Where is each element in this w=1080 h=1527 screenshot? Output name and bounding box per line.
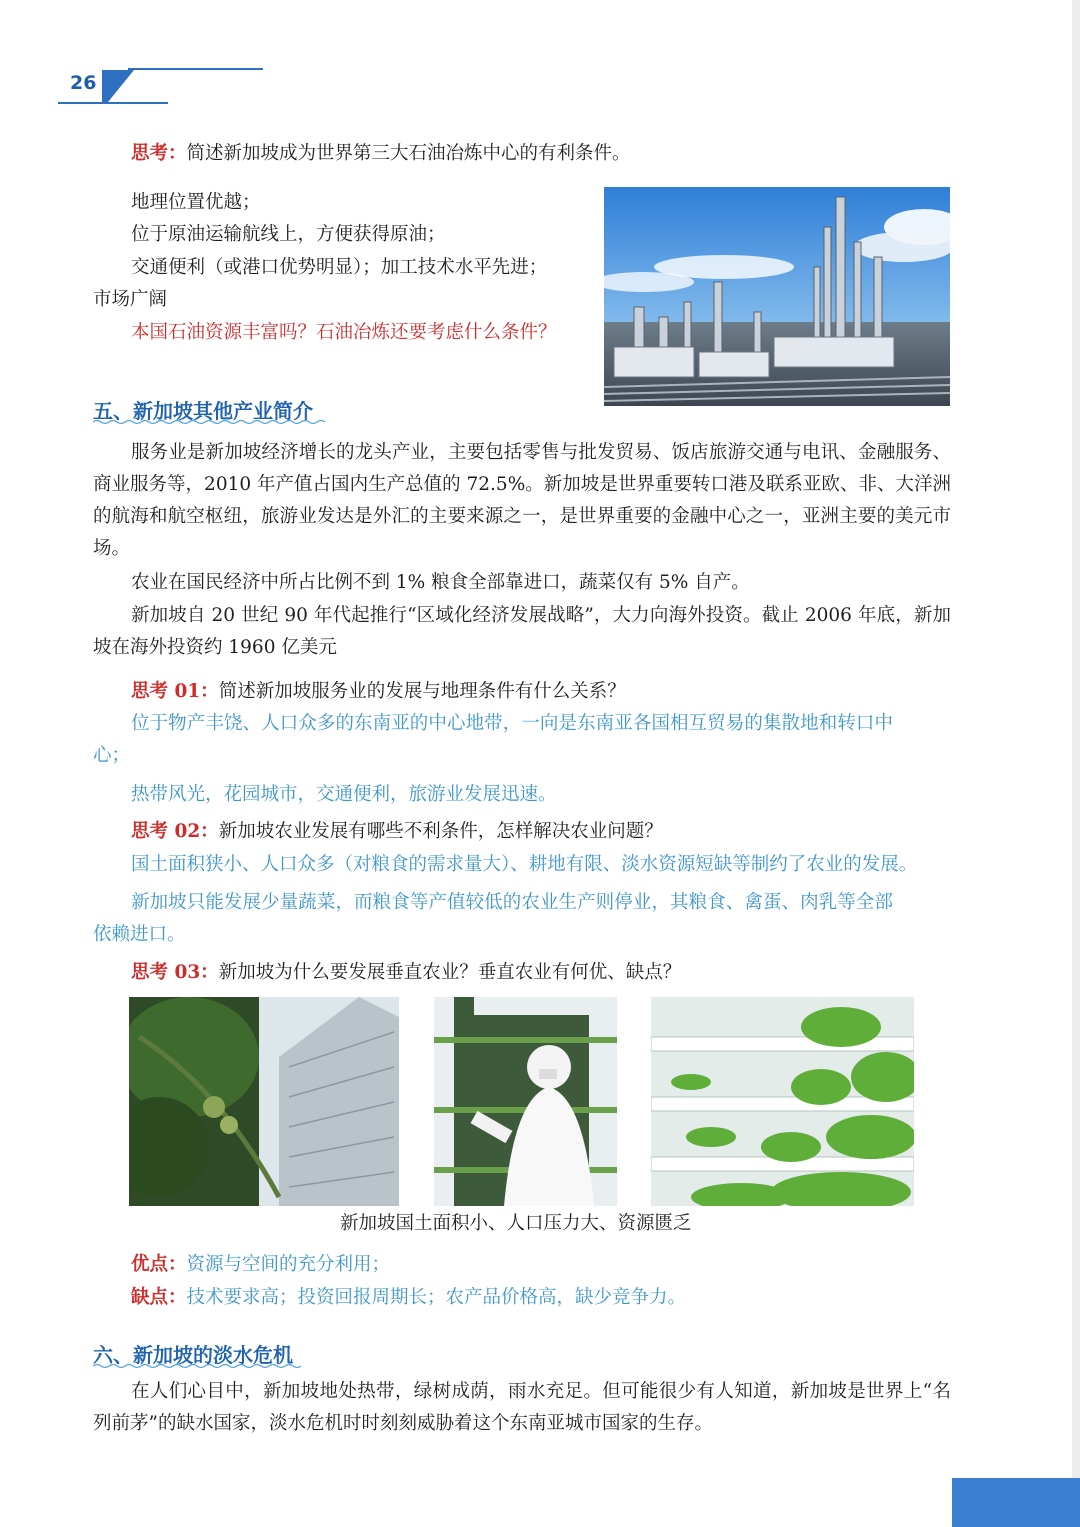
question-text: 简述新加坡成为世界第三大石油冶炼中心的有利条件。 [186, 143, 631, 164]
pros-label: 优点： [131, 1254, 187, 1275]
section-heading-text: 六、新加坡的淡水危机 [93, 1343, 293, 1367]
paragraph: 新加坡自 20 世纪 90 年代起推行“区域化经济发展战略”，大力向海外投资。截止 2006 年底，新加坡在海外投资约 1960 亿美元 [93, 605, 951, 658]
followup-question: 本国石油资源丰富吗？石油冶炼还要考虑什么条件？ [131, 322, 557, 343]
question-text: 简述新加坡服务业的发展与地理条件有什么关系？ [218, 681, 626, 702]
think-02-question [131, 816, 663, 848]
paragraph: 农业在国民经济中所占比例不到 1% 粮食全部靠进口，蔬菜仅有 5% 自产。 [131, 572, 750, 593]
photo-caption: 新加坡国土面积小、人口压力大、资源匮乏 [340, 1213, 692, 1234]
cons-line [131, 1282, 686, 1314]
pros-text: 资源与空间的充分利用； [186, 1254, 391, 1275]
cons-text: 技术要求高；投资回报周期长；农产品价格高，缺少竞争力。 [186, 1287, 687, 1308]
answer-line: 位于原油运输航线上，方便获得原油； [131, 224, 446, 245]
vertical-farm-building-photo [129, 997, 399, 1206]
pros-line [131, 1249, 390, 1281]
answer-line: 市场广阔 [93, 289, 168, 310]
section-heading-text: 五、新加坡其他产业简介 [93, 399, 313, 423]
heading-underline [93, 1363, 301, 1369]
paragraph: 服务业是新加坡经济增长的龙头产业，主要包括零售与批发贸易、饭店旅游交通与电讯、金融服务、商业服务等，2010 年产值占国内生产总值的 72.5%。新加坡是世界重要转口港及联系亚欧、非、大洋洲的航海和航空枢纽，旅游业发达是外汇的主要来源之一，是世界重要的金融中心之一，亚洲主要的美元市场。 [93, 442, 951, 559]
question-label: 思考： [131, 143, 187, 164]
question-label: 思考 02： [131, 821, 219, 842]
answer-text: 国土面积狭小、人口众多（对粮食的需求量大）、耕地有限、淡水资源短缺等制约了农业的发展。 [131, 854, 918, 875]
heading-underline [93, 419, 325, 425]
think-03-question [131, 957, 681, 989]
refinery-photo [604, 187, 950, 406]
answer-line: 地理位置优越； [131, 192, 261, 213]
answer-line: 交通便利（或港口优势明显）；加工技术水平先进； [131, 257, 548, 278]
question-label: 思考 03： [131, 962, 219, 983]
corner-block [952, 1478, 1080, 1527]
question-text: 新加坡农业发展有哪些不利条件，怎样解决农业问题？ [218, 821, 663, 842]
oil-question [131, 138, 631, 170]
answer-text: 新加坡只能发展少量蔬菜，而粮食等产值较低的农业生产则停业，其粮食、禽蛋、肉乳等全部依赖进口。 [93, 892, 893, 945]
think-01-question [131, 676, 626, 708]
question-text: 新加坡为什么要发展垂直农业？垂直农业有何优、缺点？ [218, 962, 682, 983]
answer-text: 热带风光，花园城市，交通便利，旅游业发展迅速。 [131, 784, 557, 805]
question-label: 思考 01： [131, 681, 219, 702]
lab-worker-photo [434, 997, 617, 1206]
lettuce-racks-photo [651, 997, 914, 1206]
cons-label: 缺点： [131, 1287, 187, 1308]
answer-text: 位于物产丰饶、人口众多的东南亚的中心地带，一向是东南亚各国相互贸易的集散地和转口中心； [93, 713, 893, 766]
page-edge [1072, 0, 1080, 1527]
page-number: 26 [70, 72, 97, 94]
page-number-tab [58, 66, 268, 106]
paragraph: 在人们心目中，新加坡地处热带，绿树成荫，雨水充足。但可能很少有人知道，新加坡是世界上“名列前茅”的缺水国家，淡水危机时时刻刻威胁着这个东南亚城市国家的生存。 [93, 1381, 951, 1434]
